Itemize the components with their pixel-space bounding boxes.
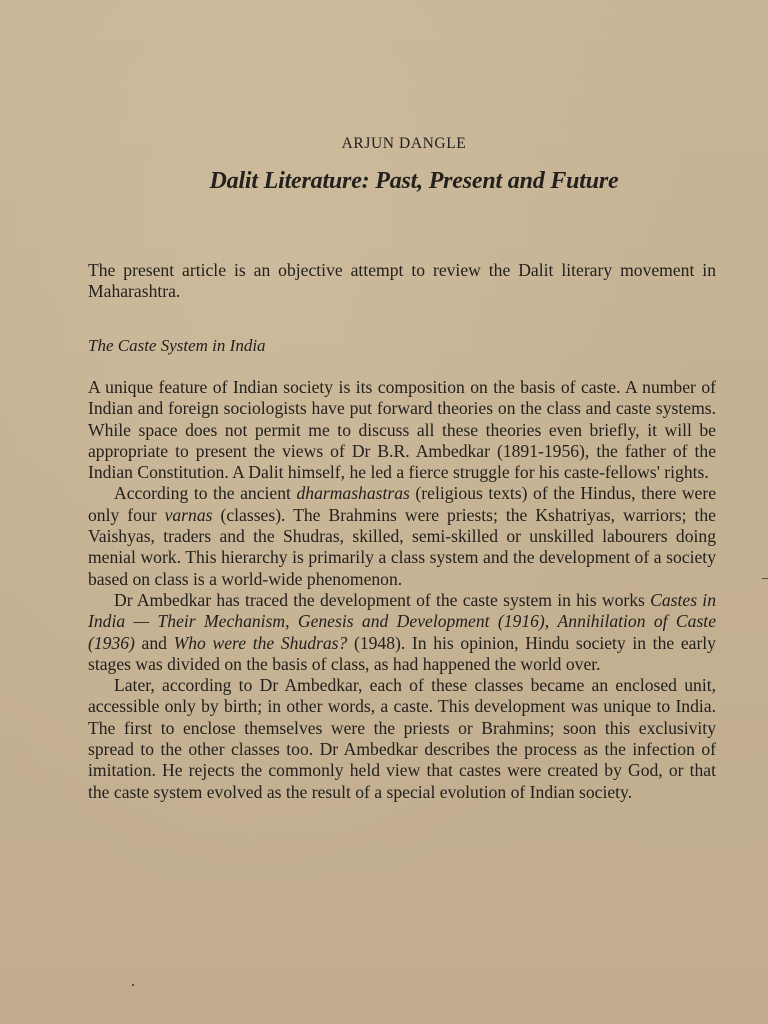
section-heading: The Caste System in India [88,336,266,355]
paragraph-2-text: According to the ancient [114,483,297,504]
page-edge-mark [762,578,768,579]
work-title-castes-in-india: Castes in India — Their Mechanism, Genesis and Development (1916) [88,589,716,632]
paragraph-3-text: (1948). In his opinion, Hindu society in the early stages was divided on the basis of class, as had happened the world over. [88,632,716,674]
paragraph-2-text: (religious texts) of the Hindus, there were only four [88,483,717,525]
page-speck [132,984,134,986]
work-title-annihilation-of-caste: Annihilation of Caste (1936) [88,611,717,653]
paragraph-3 [88,590,716,675]
term-dharmashastras: dharmashastras [296,483,410,504]
article-title: Dalit Literature: Past, Present and Future [209,168,619,194]
paragraph-4: Later, according to Dr Ambedkar, each of these classes became an enclosed unit, accessible only by birth; in other words, a caste. This development was unique to India. The first to enclose themselves were the priests or Brahmins; soon this exclusivity spread to the other classes too. Dr Ambedkar describes the process as the infection of imitation. He rejects the commonly held view that castes were created by God, or that the caste system evolved as the result of a special evolution of Indian society. [88,675,716,802]
author-name: ARJUN DANGLE [341,135,467,152]
paragraph-3-text: , [544,611,558,632]
paragraph-3-text: and [134,632,174,653]
term-varnas: varnas [164,504,213,525]
intro-paragraph: The present article is an objective attempt to review the Dalit literary movement in Maharashtra. [88,260,716,302]
work-title-who-were-the-shudras: Who were the Shudras? [173,632,348,653]
main-text [88,377,716,803]
paragraph-2-text: (classes). The Brahmins were priests; the Kshatriyas, warriors; the Vaishyas, traders and the Shudras, skilled, semi-skilled or unskilled labourers doing menial work. This hierarchy is primarily a class system and the development of a society based on class is a world-wide phenomenon. [88,504,716,589]
paragraph-2 [88,483,716,589]
paragraph-1: A unique feature of Indian society is its composition on the basis of caste. A number of Indian and foreign sociologists have put forward theories on the class and caste systems. While space does not permit me to discuss all these theories even briefly, it will be appropriate to present the views of Dr B.R. Ambedkar (1891-1956), the father of the Indian Constitution. A Dalit himself, he led a fierce struggle for his caste-fellows' rights. [88,377,716,483]
paragraph-3-text: Dr Ambedkar has traced the development of the caste system in his works [114,589,651,610]
